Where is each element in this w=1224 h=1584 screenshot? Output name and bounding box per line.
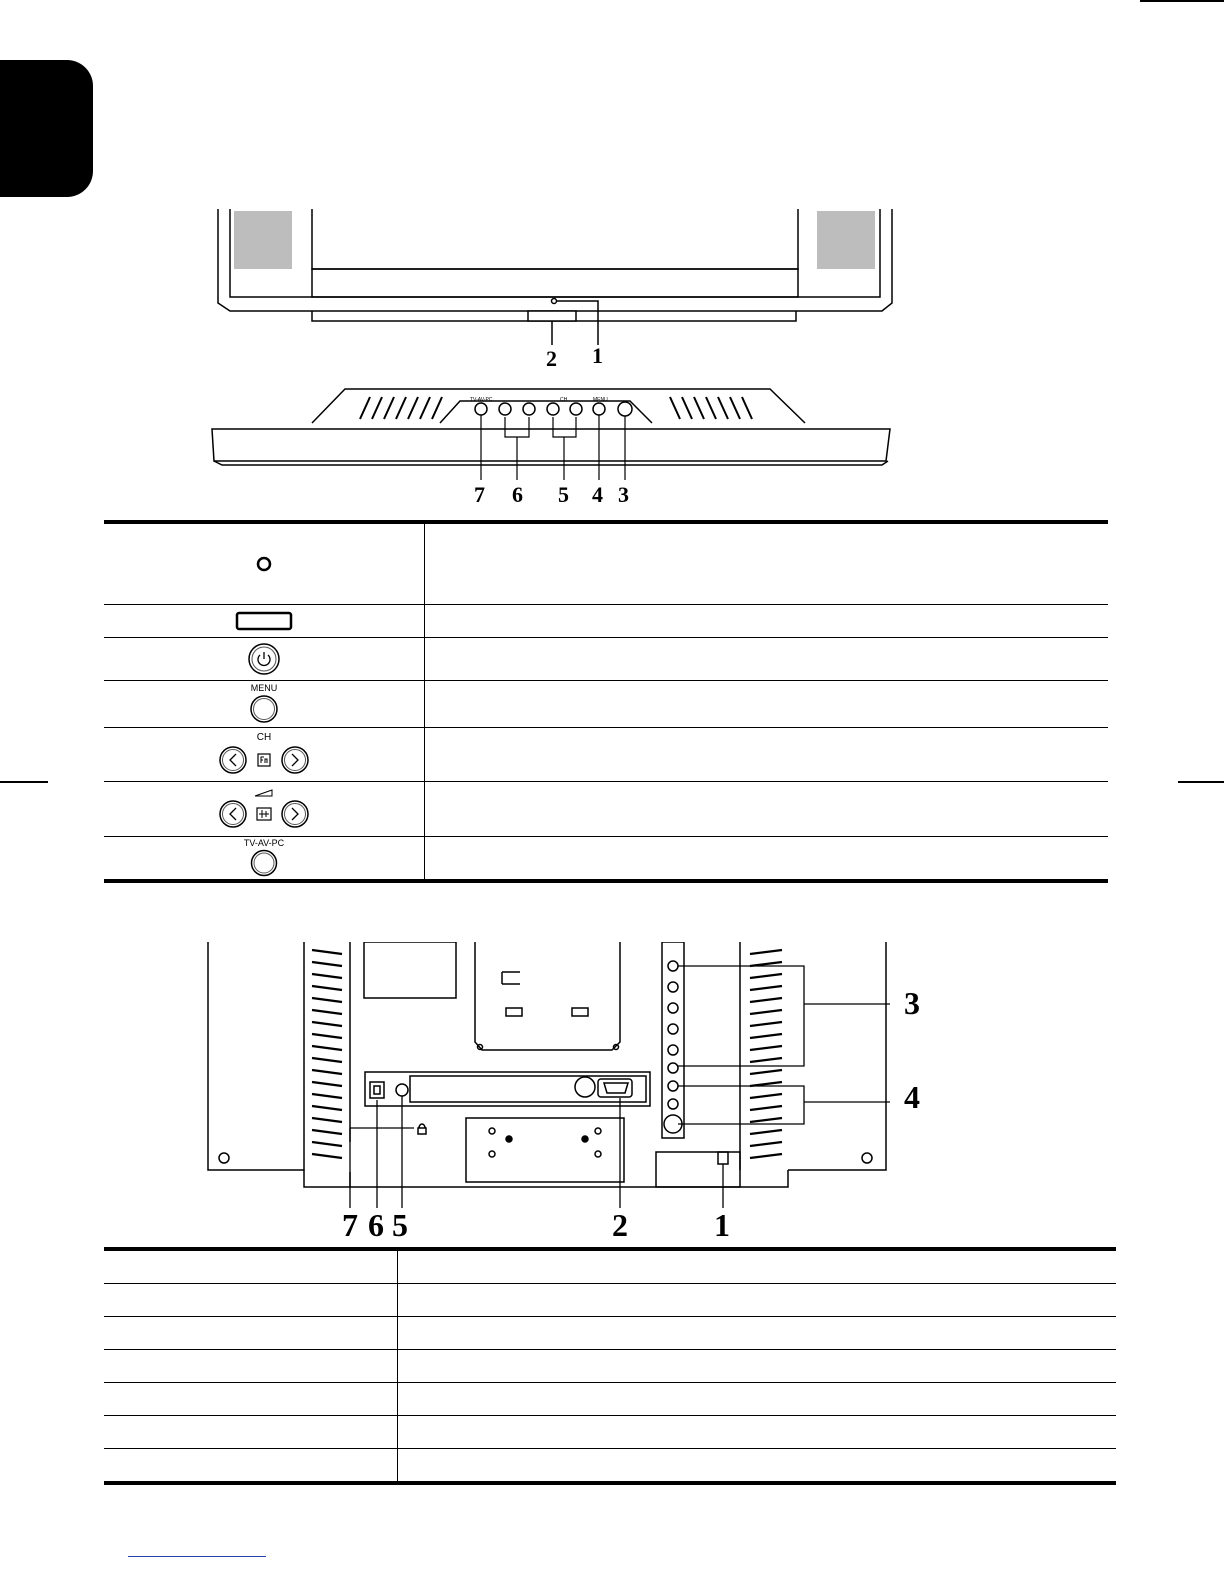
panel-label-ch: CH [560,397,568,403]
table-row [104,781,1108,836]
source-button-icon [249,848,279,878]
front-top-callout-2: 2 [546,346,557,371]
header-rule [1140,0,1224,2]
description-cell [398,1249,1117,1284]
front-top-callout-1: 1 [592,343,603,368]
footer-link-underline[interactable] [128,1556,266,1557]
rear-callout-2: 2 [612,1207,628,1243]
channel-cell [104,727,425,781]
description-cell [425,680,1109,727]
front-view-figure [200,205,920,510]
table-row [104,1284,1116,1317]
led-indicator-icon [254,554,274,574]
rear-callout-5: 5 [392,1207,408,1243]
language-tab [0,60,93,197]
description-cell [398,1416,1117,1449]
menu-label: MENU [250,682,278,693]
rear-callout-4: 4 [904,1079,920,1115]
source-cell [104,836,425,881]
table-row [104,1249,1116,1284]
item-cell [104,1317,398,1350]
item-cell [104,1383,398,1416]
table-row [104,604,1108,637]
left-margin-mark [0,781,48,783]
item-cell [104,1449,398,1484]
front-bottom-callout-5: 5 [558,482,569,507]
volume-wedge-icon [254,788,274,798]
panel-label-source: TV-AV-PC [470,397,493,403]
table-row [104,1383,1116,1416]
channel-buttons-icon [218,744,310,776]
table-row [104,836,1108,881]
front-controls-table [104,520,1108,883]
rear-connectors-table [104,1247,1116,1485]
table-row [104,680,1108,727]
rear-callout-3: 3 [904,985,920,1021]
description-cell [425,836,1109,881]
description-cell [425,727,1109,781]
volume-buttons-icon [218,798,310,830]
volume-cell [104,781,425,836]
table-row [104,1350,1116,1383]
table-row [104,1449,1116,1484]
power-cell [104,637,425,680]
source-label: TV-AV-PC [243,837,285,848]
description-cell [425,781,1109,836]
item-cell [104,1284,398,1317]
power-button-icon [246,641,282,677]
menu-cell [104,680,425,727]
table-row [104,637,1108,680]
rear-callout-7: 7 [342,1207,358,1243]
ir-receiver-icon [234,610,294,632]
front-bottom-callout-3: 3 [618,482,629,507]
channel-label: CH [256,732,272,743]
description-cell [398,1449,1117,1484]
description-cell [398,1317,1117,1350]
front-bottom-callout-4: 4 [592,482,603,507]
table-row [104,1416,1116,1449]
description-cell [398,1350,1117,1383]
description-cell [398,1383,1117,1416]
table-row [104,522,1108,604]
front-bottom-callout-7: 7 [474,482,485,507]
description-cell [425,637,1109,680]
front-bottom-callout-6: 6 [512,482,523,507]
right-margin-mark [1178,781,1224,783]
led-cell [104,522,425,604]
table-row [104,1317,1116,1350]
item-cell [104,1416,398,1449]
menu-button-icon [248,693,280,725]
rear-view-figure [200,942,960,1244]
description-cell [425,604,1109,637]
rear-callout-6: 6 [368,1207,384,1243]
ir-receiver-cell [104,604,425,637]
description-cell [425,522,1109,604]
description-cell [398,1284,1117,1317]
rear-callout-1: 1 [714,1207,730,1243]
panel-label-menu: MENU [593,397,608,403]
item-cell [104,1350,398,1383]
item-cell [104,1249,398,1284]
table-row [104,727,1108,781]
